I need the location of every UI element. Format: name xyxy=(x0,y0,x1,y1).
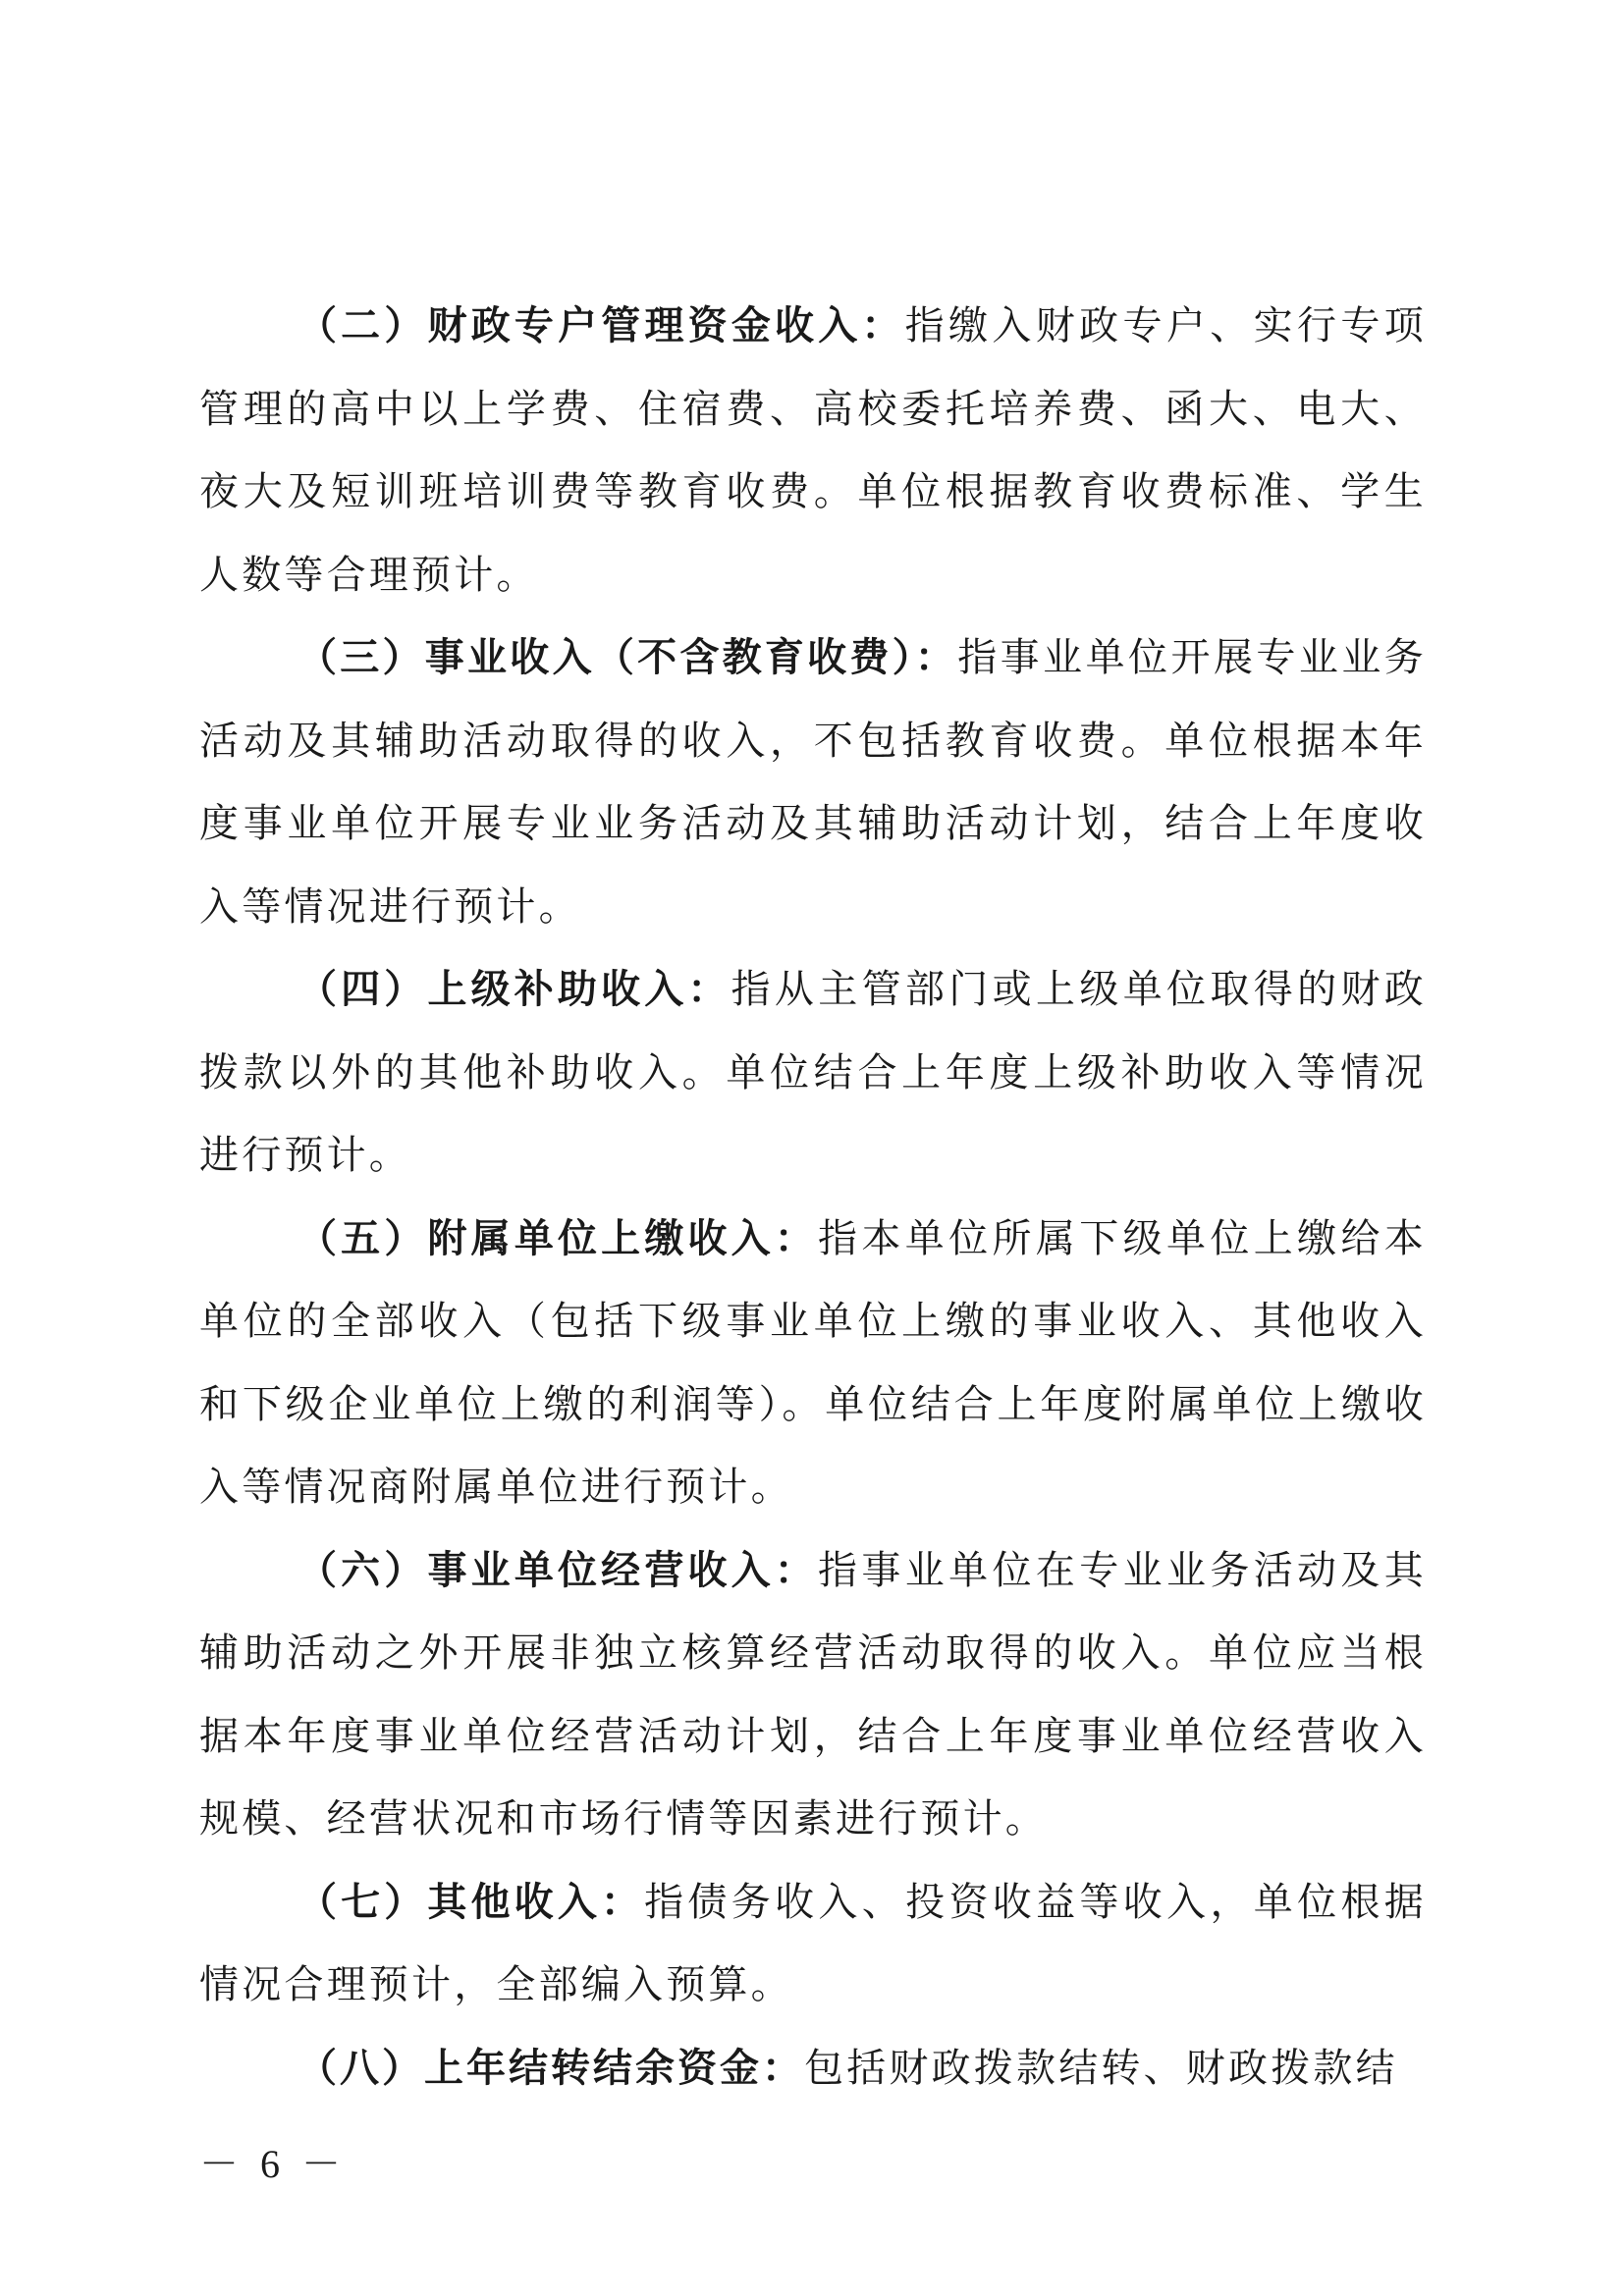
paragraph-text: 包括财政拨款结转、财政拨款结 xyxy=(804,2045,1398,2091)
document-body xyxy=(199,285,1427,2109)
paragraph-text: 指本单位所属下级单位上缴给本单位的全部收入（包括下级事业单位上缴的事业收入、其他收入和下级企业单位上缴的利润等）。单位结合上年度附属单位上缴收入等情况商附属单位进行预计。 xyxy=(199,1215,1427,1510)
paragraph-text: 指事业单位开展专业业务活动及其辅助活动取得的收入，不包括教育收费。单位根据本年度事业单位开展专业业务活动及其辅助活动计划，结合上年度收入等情况进行预计。 xyxy=(199,635,1428,930)
paragraph-text: 指事业单位在专业业务活动及其辅助活动之外开展非独立核算经营活动取得的收入。单位应当根据本年度事业单位经营活动计划，结合上年度事业单位经营收入规模、经营状况和市场行情等因素进行预计。 xyxy=(199,1547,1427,1842)
paragraph-heading: （五）附属单位上缴收入： xyxy=(298,1215,819,1261)
page-number: － 6 － xyxy=(199,2142,347,2186)
paragraph-text: 指缴入财政专户、实行专项管理的高中以上学费、住宿费、高校委托培养费、函大、电大、夜大及短训班培训费等教育收费。单位根据教育收费标准、学生人数等合理预计。 xyxy=(199,303,1427,598)
paragraph-3 xyxy=(199,616,1427,948)
paragraph-text: 指债务收入、投资收益等收入，单位根据情况合理预计，全部编入预算。 xyxy=(199,1879,1427,2007)
paragraph-heading: （三）事业收入（不含教育收费）： xyxy=(298,635,958,680)
paragraph-heading: （四）上级补助收入： xyxy=(298,967,731,1012)
paragraph-heading: （八）上年结转结余资金： xyxy=(298,2045,804,2091)
paragraph-8 xyxy=(199,2027,1427,2110)
paragraph-6 xyxy=(199,1529,1427,1861)
paragraph-5 xyxy=(199,1198,1427,1529)
paragraph-heading: （六）事业单位经营收入： xyxy=(298,1547,819,1593)
paragraph-7 xyxy=(199,1861,1427,2027)
paragraph-text: 指从主管部门或上级单位取得的财政拨款以外的其他补助收入。单位结合上年度上级补助收入等情况进行预计。 xyxy=(199,967,1428,1178)
paragraph-4 xyxy=(199,948,1427,1198)
paragraph-2 xyxy=(199,285,1427,616)
paragraph-heading: （七）其他收入： xyxy=(298,1879,645,1925)
paragraph-heading: （二）财政专户管理资金收入： xyxy=(298,303,905,348)
